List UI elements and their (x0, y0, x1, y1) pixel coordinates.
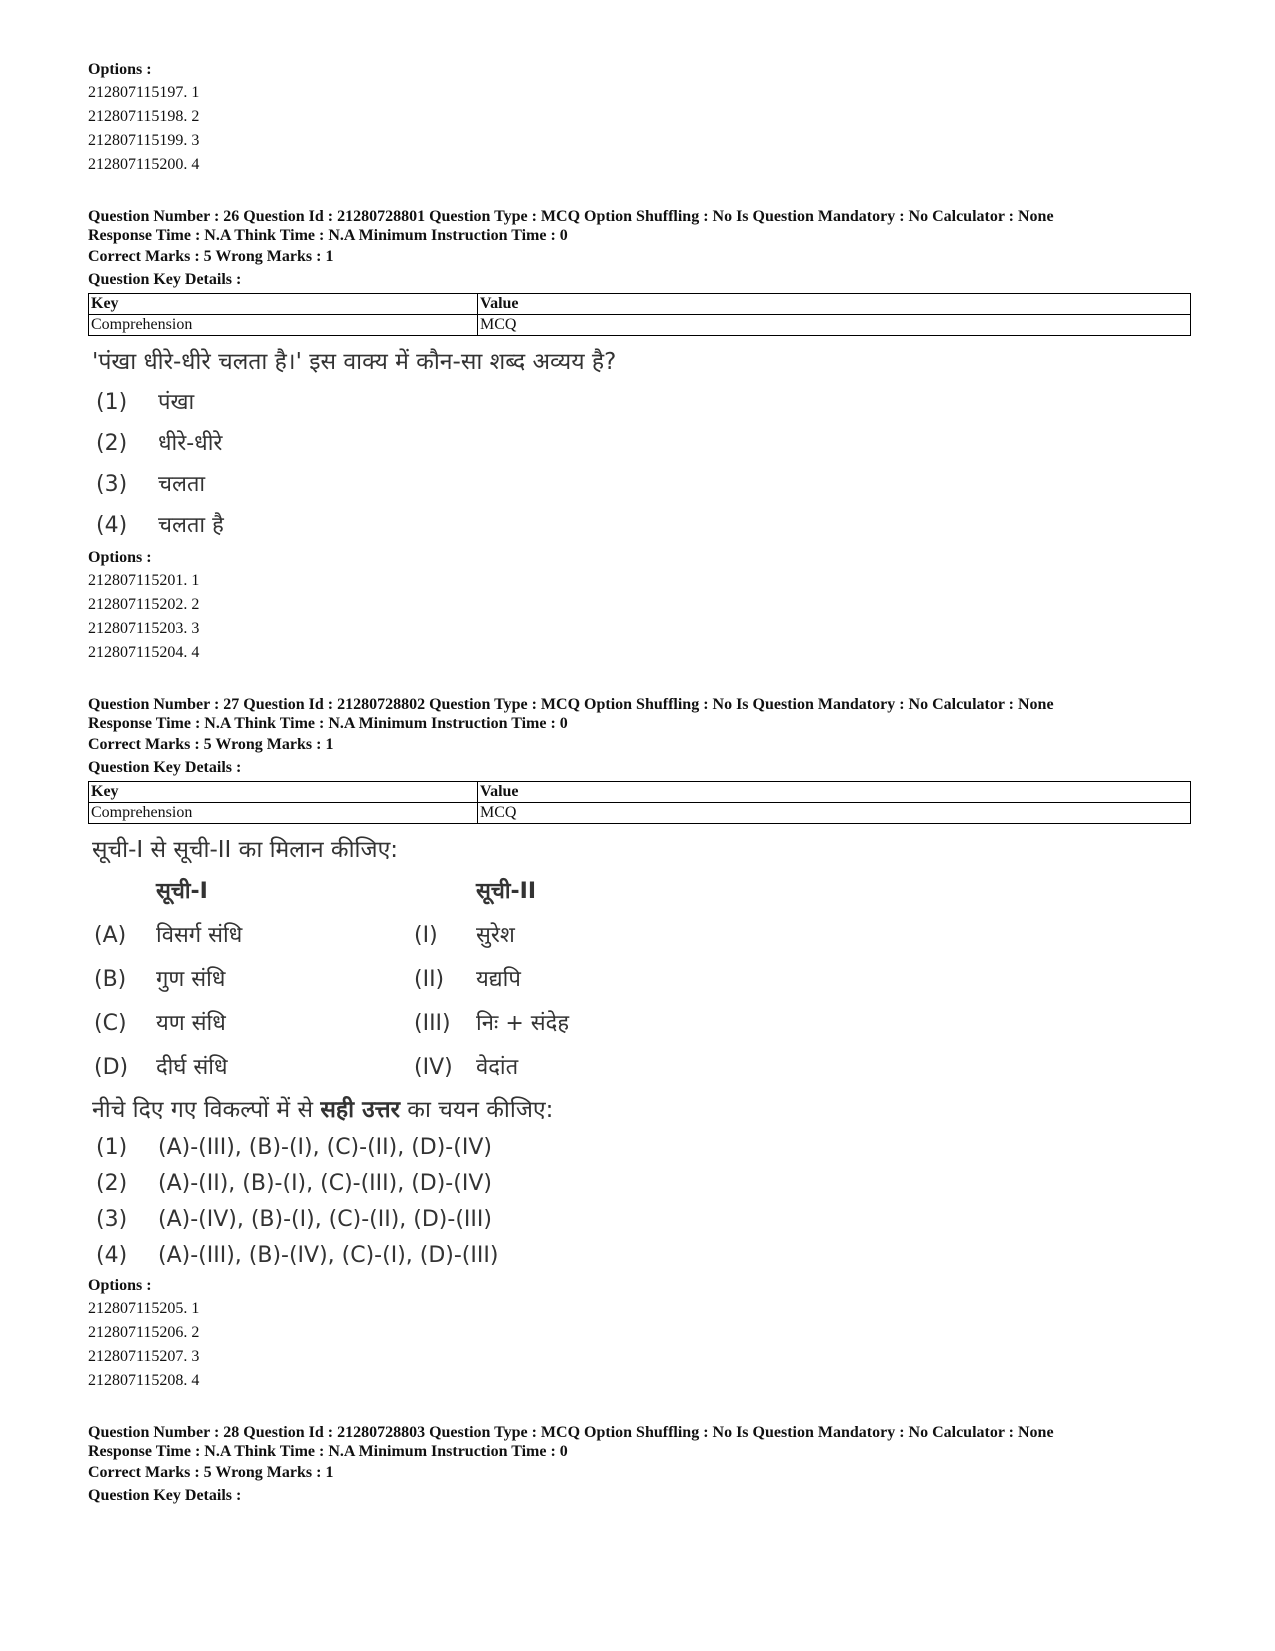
answer-number: (1) (96, 1135, 128, 1160)
answer-text: (A)-(II), (B)-(I), (C)-(III), (D)-(IV) (158, 1171, 492, 1196)
option-line: 212807115206. 2 (88, 1324, 200, 1341)
option-line: 212807115205. 1 (88, 1300, 200, 1317)
options-label: Options : (88, 1277, 152, 1294)
table-cell-key: Comprehension (89, 803, 478, 824)
match-left-label: (C) (94, 1011, 127, 1036)
marks-line: Correct Marks : 5 Wrong Marks : 1 (88, 248, 334, 265)
question-header-line2: Response Time : N.A Think Time : N.A Minimum Instruction Time : 0 (88, 715, 568, 732)
choice-row (96, 505, 1188, 546)
match-right-text: वेदांत (476, 1055, 519, 1080)
match-row (94, 1002, 1188, 1046)
match-left-text: दीर्घ संधि (156, 1055, 228, 1080)
match-right-text: सुरेश (476, 923, 515, 948)
match-left-text: गुण संधि (156, 967, 226, 992)
match-right-text: निः + संदेह (476, 1011, 570, 1036)
choice-number: (4) (96, 513, 128, 538)
match-right-label: (IV) (414, 1055, 453, 1080)
table-header-key: Key (89, 294, 478, 315)
answer-number: (3) (96, 1207, 128, 1232)
choice-row (96, 382, 1188, 423)
question-text: 'पंखा धीरे-धीरे चलता है।' इस वाक्य में कौन-सा शब्द अव्यय है? (92, 349, 617, 375)
option-line: 212807115208. 4 (88, 1372, 200, 1389)
option-line: 212807115201. 1 (88, 572, 200, 589)
options-label: Options : (88, 549, 152, 566)
answer-text: (A)-(III), (B)-(I), (C)-(II), (D)-(IV) (158, 1135, 492, 1160)
table-header-value: Value (478, 782, 1191, 803)
choice-text: चलता है (158, 513, 224, 538)
key-details-label: Question Key Details : (88, 759, 242, 776)
question-header-line1: Question Number : 27 Question Id : 21280728802 Question Type : MCQ Option Shuffling : No Is Question Mandatory : No Calculator : None (88, 696, 1054, 713)
match-right-text: यद्यपि (476, 967, 521, 992)
option-line: 212807115198. 2 (88, 108, 200, 125)
table-cell-value: MCQ (478, 803, 1191, 824)
marks-line: Correct Marks : 5 Wrong Marks : 1 (88, 1464, 334, 1481)
answer-text: (A)-(III), (B)-(IV), (C)-(I), (D)-(III) (158, 1243, 499, 1268)
question-header-line1: Question Number : 28 Question Id : 21280728803 Question Type : MCQ Option Shuffling : No Is Question Mandatory : No Calculator : None (88, 1424, 1054, 1441)
answer-number: (2) (96, 1171, 128, 1196)
instruction-text (92, 1090, 1188, 1130)
instruction-pre: नीचे दिए गए विकल्पों में से (92, 1097, 321, 1123)
option-line: 212807115200. 4 (88, 156, 200, 173)
table-header-value: Value (478, 294, 1191, 315)
instruction-post: का चयन कीजिए: (400, 1097, 554, 1123)
match-left-text: विसर्ग संधि (156, 923, 243, 948)
match-left-label: (A) (94, 923, 127, 948)
key-value-table (88, 293, 1191, 336)
match-right-label: (III) (414, 1011, 451, 1036)
match-right-label: (I) (414, 923, 438, 948)
question-26 (88, 207, 1188, 665)
key-details-label: Question Key Details : (88, 1487, 242, 1504)
options-label: Options : (88, 61, 152, 78)
answer-row (96, 1238, 1188, 1274)
question-header-line2: Response Time : N.A Think Time : N.A Minimum Instruction Time : 0 (88, 1443, 568, 1460)
choice-text: पंखा (158, 390, 195, 415)
match-right-label: (II) (414, 967, 445, 992)
question-28 (88, 1423, 1188, 1507)
question-header-line1: Question Number : 26 Question Id : 21280728801 Question Type : MCQ Option Shuffling : No Is Question Mandatory : No Calculator : None (88, 208, 1054, 225)
answer-row (96, 1130, 1188, 1166)
option-line: 212807115202. 2 (88, 596, 200, 613)
option-line: 212807115204. 4 (88, 644, 200, 661)
match-row (94, 958, 1188, 1002)
option-line: 212807115197. 1 (88, 84, 200, 101)
table-header-key: Key (89, 782, 478, 803)
option-line: 212807115203. 3 (88, 620, 200, 637)
match-table-header (94, 870, 1188, 914)
question-27 (88, 695, 1188, 1393)
document-page (88, 58, 1188, 1507)
table-cell-key: Comprehension (89, 315, 478, 336)
key-value-table (88, 781, 1191, 824)
marks-line: Correct Marks : 5 Wrong Marks : 1 (88, 736, 334, 753)
match-row (94, 914, 1188, 958)
match-table (94, 870, 1188, 1090)
choice-number: (2) (96, 431, 128, 456)
table-cell-value: MCQ (478, 315, 1191, 336)
option-line: 212807115199. 3 (88, 132, 200, 149)
answer-text: (A)-(IV), (B)-(I), (C)-(II), (D)-(III) (158, 1207, 492, 1232)
option-line: 212807115207. 3 (88, 1348, 200, 1365)
top-options-block (88, 58, 1188, 177)
instruction-bold: सही उत्तर (320, 1097, 400, 1123)
answer-row (96, 1166, 1188, 1202)
choice-number: (3) (96, 472, 128, 497)
choice-row (96, 423, 1188, 464)
match-row (94, 1046, 1188, 1090)
question-text: सूची-I से सूची-II का मिलान कीजिए: (92, 837, 399, 863)
choice-text: चलता (158, 472, 206, 497)
match-left-label: (B) (94, 967, 127, 992)
answer-row (96, 1202, 1188, 1238)
choice-number: (1) (96, 390, 128, 415)
question-header-line2: Response Time : N.A Think Time : N.A Minimum Instruction Time : 0 (88, 227, 568, 244)
key-details-label: Question Key Details : (88, 271, 242, 288)
match-left-label: (D) (94, 1055, 129, 1080)
match-left-text: यण संधि (156, 1011, 226, 1036)
list2-title: सूची-II (476, 879, 537, 904)
choice-row (96, 464, 1188, 505)
list1-title: सूची-I (156, 879, 208, 904)
choice-text: धीरे-धीरे (158, 431, 223, 456)
answer-number: (4) (96, 1243, 128, 1268)
